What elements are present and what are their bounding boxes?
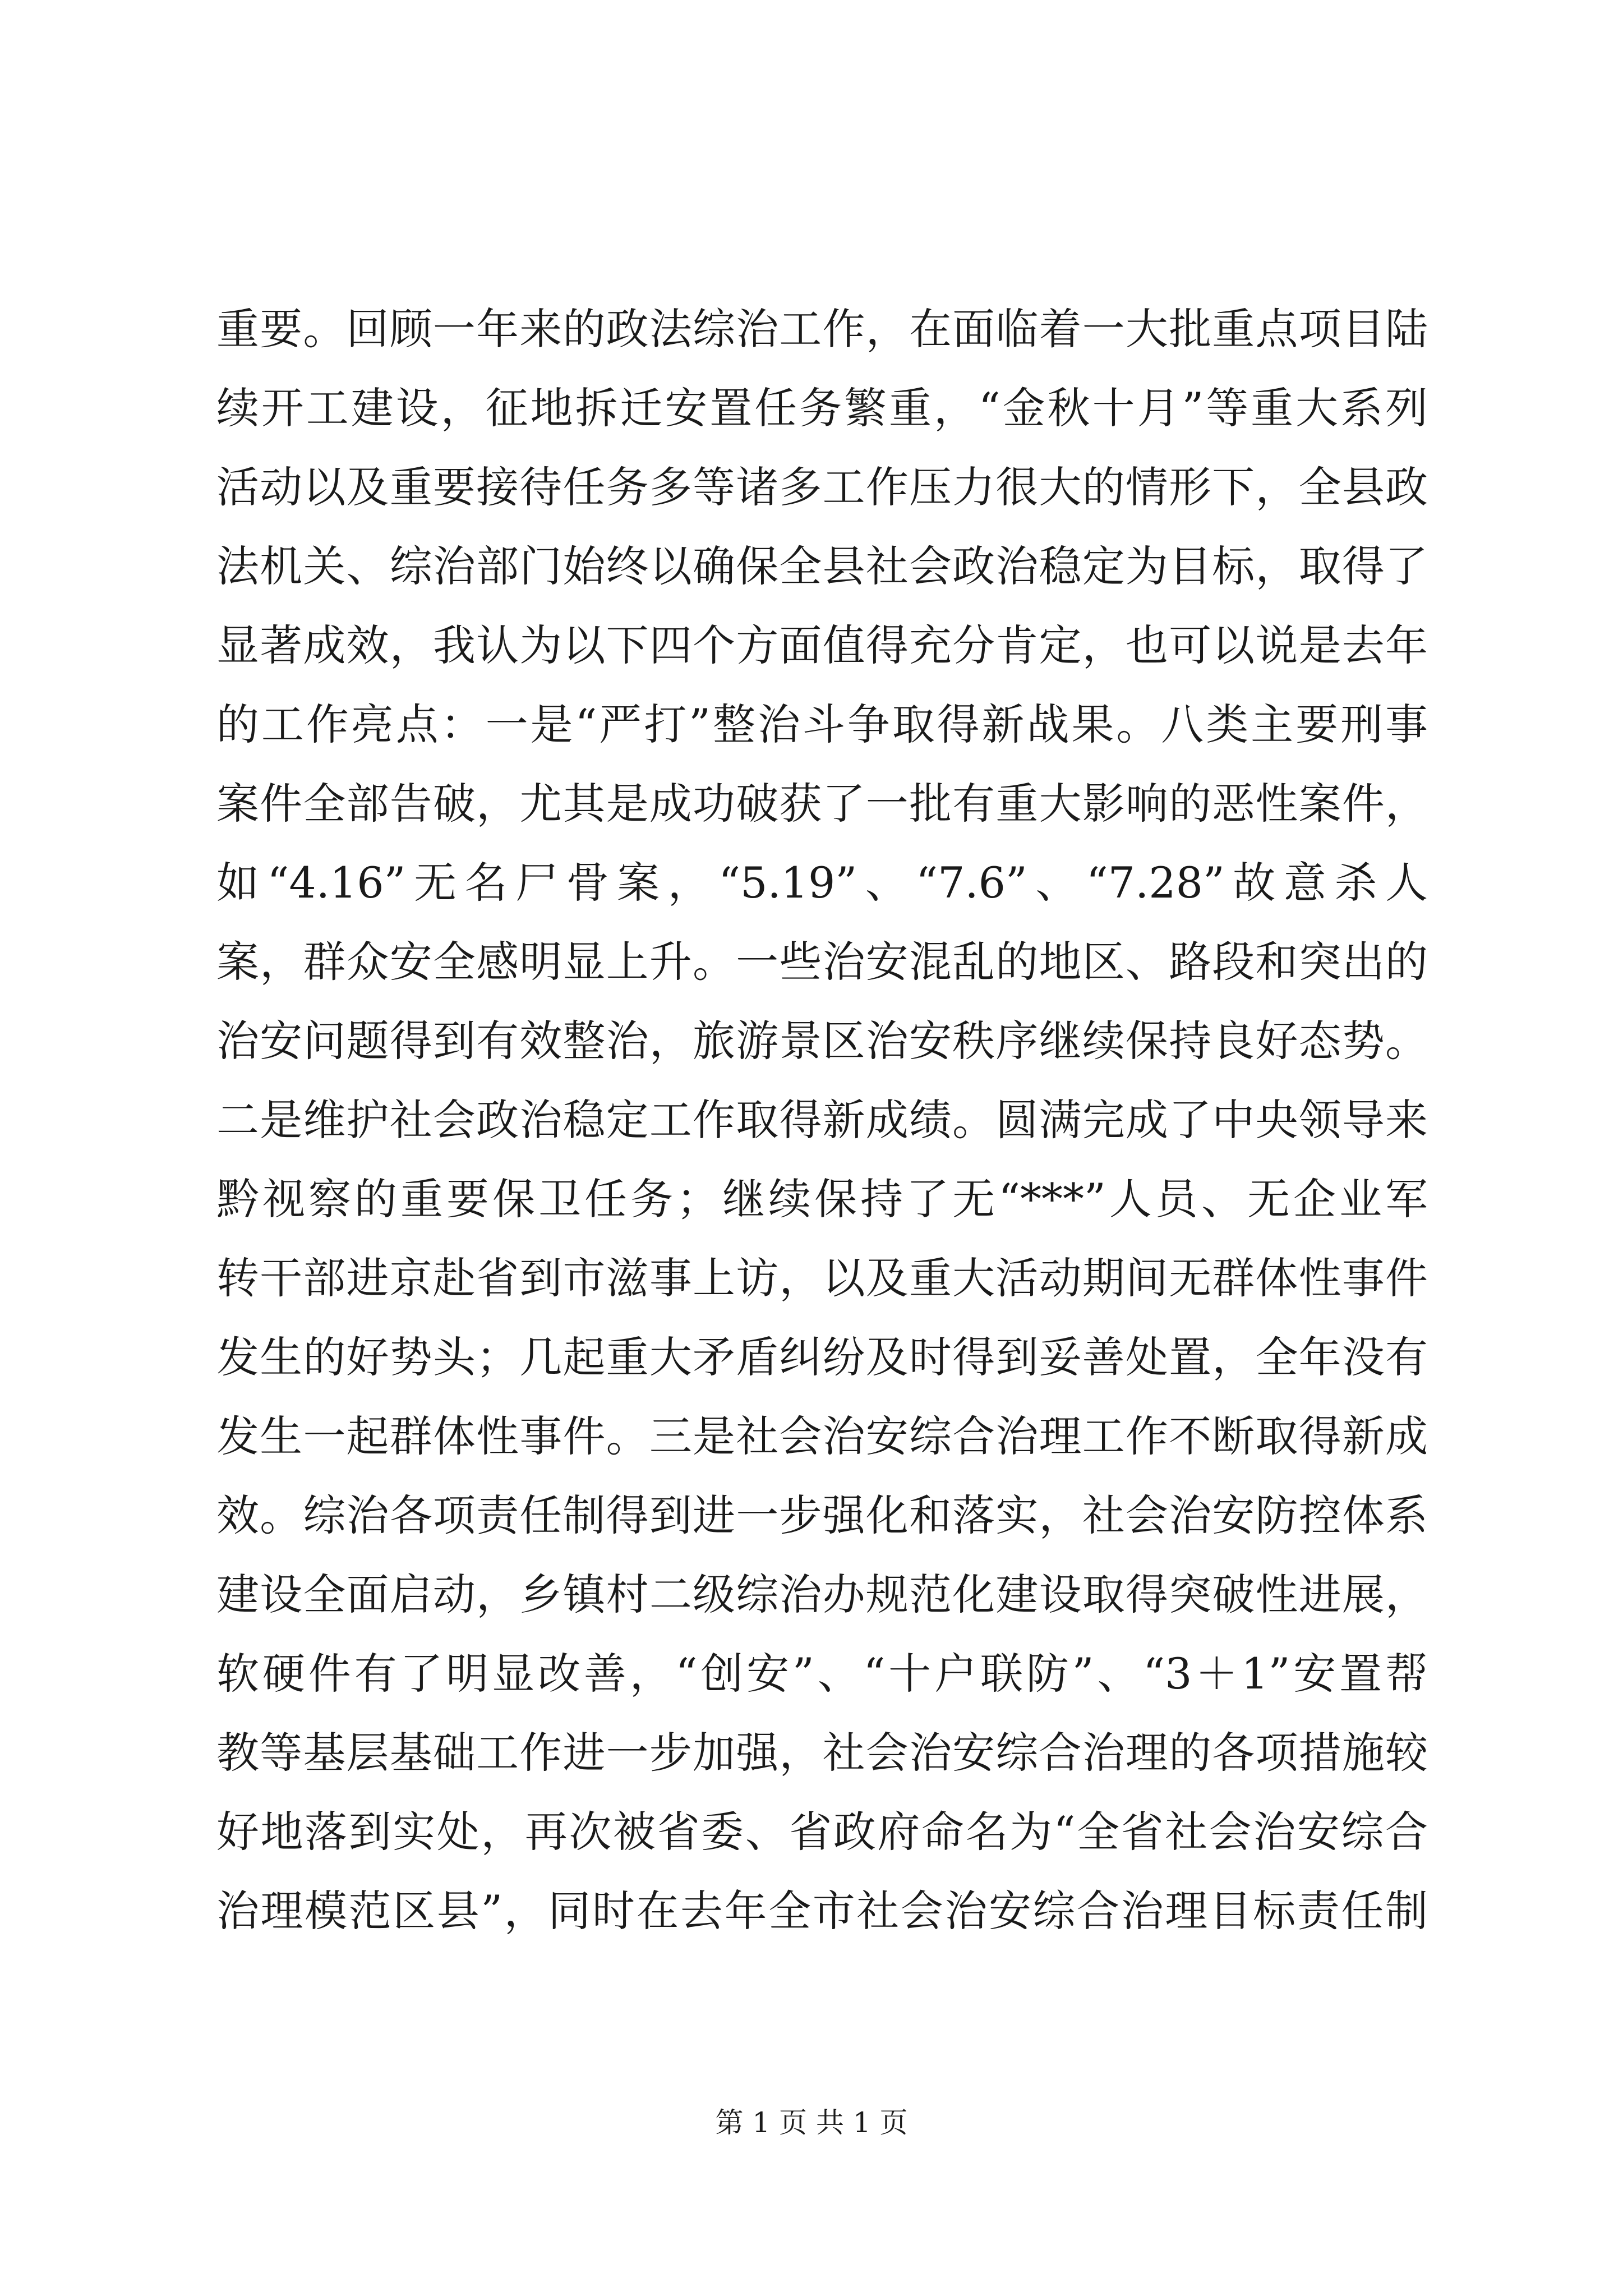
text-line: 的工作亮点：一是“严打”整治斗争取得新战果。八类主要刑事 — [216, 700, 1428, 749]
page-footer — [0, 2105, 1623, 2141]
text-line: 续开工建设，征地拆迁安置任务繁重，“金秋十月”等重大系列 — [216, 383, 1428, 433]
text-line: 重要。回顾一年来的政法综治工作，在面临着一大批重点项目陆 — [216, 304, 1428, 354]
text-line: 发生的好势头；几起重大矛盾纠纷及时得到妥善处置，全年没有 — [216, 1332, 1428, 1382]
text-line: 案，群众安全感明显上升。一些治安混乱的地区、路段和突出的 — [216, 937, 1428, 987]
text-line: 好地落到实处，再次被省委、省政府命名为“全省社会治安综合 — [216, 1807, 1428, 1857]
text-line: 建设全面启动，乡镇村二级综治办规范化建设取得突破性进展， — [216, 1570, 1428, 1619]
page-number: 第 1 页 共 1 页 — [715, 2106, 908, 2139]
text-line: 教等基层基础工作进一步加强，社会治安综合治理的各项措施较 — [216, 1728, 1428, 1778]
text-line: 活动以及重要接待任务多等诸多工作压力很大的情形下，全县政 — [216, 462, 1428, 512]
text-line: 发生一起群体性事件。三是社会治安综合治理工作不断取得新成 — [216, 1411, 1428, 1461]
text-line: 治理模范区县”，同时在去年全市社会治安综合治理目标责任制 — [216, 1886, 1428, 1936]
text-line: 二是维护社会政治稳定工作取得新成绩。圆满完成了中央领导来 — [216, 1095, 1428, 1145]
text-line: 效。综治各项责任制得到进一步强化和落实，社会治安防控体系 — [216, 1490, 1428, 1540]
text-line: 转干部进京赴省到市滋事上访，以及重大活动期间无群体性事件 — [216, 1253, 1428, 1303]
text-line: 治安问题得到有效整治，旅游景区治安秩序继续保持良好态势。 — [216, 1016, 1428, 1066]
body-text — [216, 289, 1428, 1950]
text-line: 显著成效，我认为以下四个方面值得充分肯定，也可以说是去年 — [216, 620, 1428, 670]
text-line: 黔视察的重要保卫任务；继续保持了无“***”人员、无企业军 — [216, 1174, 1428, 1224]
text-line: 法机关、综治部门始终以确保全县社会政治稳定为目标，取得了 — [216, 541, 1428, 591]
text-line: 软硬件有了明显改善，“创安”、“十户联防”、“3＋1”安置帮 — [216, 1649, 1428, 1699]
text-line: 案件全部告破，尤其是成功破获了一批有重大影响的恶性案件， — [216, 779, 1428, 829]
text-line: 如“4.16”无名尸骨案，“5.19”、“7.6”、“7.28”故意杀人 — [216, 858, 1428, 908]
